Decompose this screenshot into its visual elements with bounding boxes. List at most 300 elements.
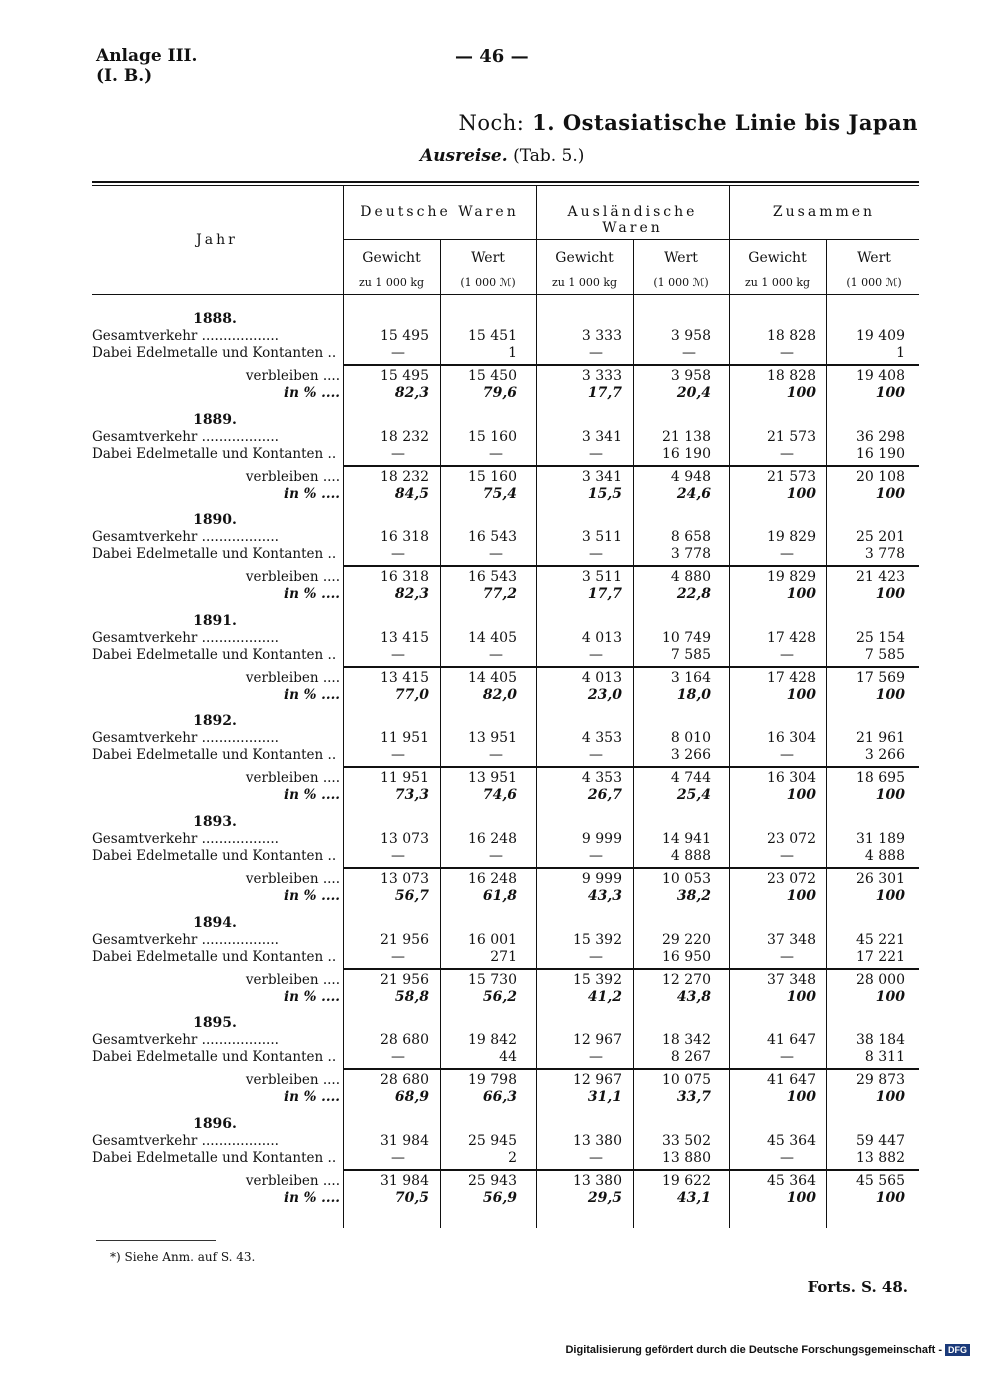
cell-pct: 56,9: [482, 1189, 517, 1206]
year-label: 1891.: [193, 612, 237, 629]
cell-pct: 100: [875, 586, 905, 603]
year-label: 1888.: [193, 311, 237, 327]
cell-total: 3 511: [581, 529, 622, 546]
cell-metals: 1: [508, 345, 517, 361]
digitization-credit: [565, 1344, 970, 1356]
cell-pct: 100: [786, 686, 816, 703]
dfg-logo: DFG: [945, 1344, 970, 1356]
cell-metals: —: [780, 445, 794, 462]
subtotal-rule: [343, 766, 919, 768]
cell-remain: 15 160: [468, 468, 517, 485]
row-label-metals: Dabei Edelmetalle und Kontanten ..: [92, 445, 337, 462]
header-bottom-rule: [92, 294, 919, 295]
cell-total: 33 502: [662, 1132, 711, 1149]
cell-pct: 100: [786, 485, 816, 502]
cell-pct: 74,6: [482, 787, 517, 804]
cell-total: 3 333: [581, 328, 622, 344]
cell-pct: 17,7: [587, 586, 622, 603]
cell-total: 15 160: [468, 428, 517, 445]
cell-remain: 20 108: [856, 468, 905, 485]
cell-metals: 8 267: [670, 1049, 711, 1066]
cell-remain: 16 248: [468, 871, 517, 887]
cell-remain: 29 873: [856, 1072, 905, 1089]
cell-total: 14 405: [468, 629, 517, 646]
subtotal-rule: [343, 364, 919, 366]
cell-metals: 8 311: [864, 1049, 905, 1066]
subtotal-rule: [343, 465, 919, 467]
cell-metals: —: [391, 1049, 405, 1066]
cell-metals: —: [780, 1049, 794, 1066]
value-header: Wert: [471, 250, 505, 266]
cell-total: 23 072: [767, 831, 816, 847]
weight-unit: zu 1 000 kg: [358, 276, 425, 289]
subtotal-rule: [343, 968, 919, 970]
cell-metals: —: [780, 948, 794, 965]
row-label-total: Gesamtverkehr ..................: [92, 428, 279, 445]
credit-text: Digitalisierung gefördert durch die Deutsche Forschungsgemeinschaft -: [565, 1344, 942, 1356]
year-label: 1895.: [193, 1015, 237, 1032]
group-header-german: Deutsche Waren: [360, 204, 519, 220]
row-label-total: Gesamtverkehr ..................: [92, 328, 279, 344]
cell-pct: 17,7: [587, 385, 622, 401]
cell-total: 9 999: [581, 831, 622, 847]
cell-remain: 3 958: [670, 368, 711, 384]
cell-remain: 3 333: [581, 368, 622, 384]
cell-remain: 17 428: [767, 669, 816, 686]
cell-metals: 13 880: [662, 1149, 711, 1166]
row-label-metals: Dabei Edelmetalle und Kontanten ..: [92, 646, 337, 663]
row-label-metals: Dabei Edelmetalle und Kontanten ..: [92, 747, 337, 764]
cell-metals: 4 888: [864, 848, 905, 864]
cell-remain: 19 798: [468, 1072, 517, 1089]
row-label-percent: in % ....: [284, 485, 340, 502]
cell-metals: —: [589, 948, 603, 965]
cell-metals: —: [780, 345, 794, 361]
cell-pct: 100: [786, 988, 816, 1005]
cell-total: 13 951: [468, 730, 517, 747]
cell-remain: 13 073: [380, 871, 429, 887]
cell-pct: 75,4: [482, 485, 517, 502]
page-subtitle: [420, 146, 584, 166]
cell-remain: 4 013: [581, 669, 622, 686]
cell-remain: 3 511: [581, 569, 622, 586]
cell-metals: —: [780, 546, 794, 563]
cell-pct: 20,4: [676, 385, 711, 401]
row-label-total: Gesamtverkehr ..................: [92, 1132, 279, 1149]
title-text: 1. Ostasiatische Linie bis Japan: [532, 110, 918, 135]
cell-pct: 100: [875, 385, 905, 401]
cell-total: 13 380: [573, 1132, 622, 1149]
cell-total: 21 961: [856, 730, 905, 747]
cell-remain: 45 364: [767, 1172, 816, 1189]
cell-total: 4 013: [581, 629, 622, 646]
cell-total: 19 829: [767, 529, 816, 546]
page-number: — 46 —: [455, 46, 529, 67]
row-label-remain: verbleiben ....: [245, 1072, 340, 1089]
cell-pct: 100: [786, 787, 816, 804]
cell-remain: 10 075: [662, 1072, 711, 1089]
cell-metals: —: [391, 747, 405, 764]
cell-pct: 100: [786, 1089, 816, 1106]
cell-total: 3 341: [581, 428, 622, 445]
value-unit: (1 000 ℳ): [653, 276, 709, 289]
row-label-percent: in % ....: [284, 586, 340, 603]
cell-pct: 56,7: [394, 888, 429, 904]
cell-remain: 12 270: [662, 971, 711, 988]
weight-unit: zu 1 000 kg: [551, 276, 618, 289]
cell-total: 15 495: [380, 328, 429, 344]
cell-remain: 28 000: [856, 971, 905, 988]
row-label-metals: Dabei Edelmetalle und Kontanten ..: [92, 546, 337, 563]
cell-remain: 17 569: [856, 669, 905, 686]
cell-total: 38 184: [856, 1032, 905, 1049]
cell-remain: 21 573: [767, 468, 816, 485]
year-column-header: Jahr: [196, 232, 238, 248]
cell-remain: 15 730: [468, 971, 517, 988]
annex-number: Anlage III.: [96, 46, 198, 66]
value-header: Wert: [857, 250, 891, 266]
cell-metals: —: [589, 345, 603, 361]
cell-total: 18 232: [380, 428, 429, 445]
cell-metals: —: [489, 747, 503, 764]
cell-total: 17 428: [767, 629, 816, 646]
row-label-metals: Dabei Edelmetalle und Kontanten ..: [92, 1149, 337, 1166]
value-unit: (1 000 ℳ): [460, 276, 516, 289]
cell-pct: 66,3: [482, 1089, 517, 1106]
row-label-metals: Dabei Edelmetalle und Kontanten ..: [92, 345, 337, 361]
cell-total: 41 647: [767, 1032, 816, 1049]
cell-total: 19 409: [856, 328, 905, 344]
subtotal-rule: [343, 867, 919, 869]
row-label-metals: Dabei Edelmetalle und Kontanten ..: [92, 948, 337, 965]
cell-remain: 3 164: [670, 669, 711, 686]
cell-metals: —: [489, 848, 503, 864]
row-label-remain: verbleiben ....: [245, 770, 340, 787]
cell-metals: —: [682, 345, 696, 361]
cell-pct: 84,5: [394, 485, 429, 502]
cell-total: 15 451: [468, 328, 517, 344]
row-label-total: Gesamtverkehr ..................: [92, 730, 279, 747]
cell-pct: 26,7: [587, 787, 622, 804]
cell-remain: 28 680: [380, 1072, 429, 1089]
cell-pct: 100: [875, 888, 905, 904]
cell-pct: 79,6: [482, 385, 517, 401]
value-header: Wert: [664, 250, 698, 266]
cell-pct: 100: [786, 888, 816, 904]
cell-total: 45 221: [856, 931, 905, 948]
cell-total: 14 941: [662, 831, 711, 847]
cell-pct: 38,2: [676, 888, 711, 904]
cell-total: 36 298: [856, 428, 905, 445]
cell-remain: 11 951: [380, 770, 429, 787]
cell-total: 16 304: [767, 730, 816, 747]
weight-header: Gewicht: [555, 250, 614, 266]
cell-pct: 100: [875, 988, 905, 1005]
cell-pct: 100: [875, 787, 905, 804]
cell-pct: 73,3: [394, 787, 429, 804]
cell-pct: 15,5: [587, 485, 622, 502]
year-label: 1889.: [193, 411, 237, 428]
cell-pct: 29,5: [587, 1189, 622, 1206]
cell-pct: 56,2: [482, 988, 517, 1005]
cell-total: 21 956: [380, 931, 429, 948]
row-label-percent: in % ....: [284, 988, 340, 1005]
cell-metals: —: [589, 546, 603, 563]
cell-metals: 271: [490, 948, 517, 965]
cell-remain: 3 341: [581, 468, 622, 485]
cell-pct: 100: [875, 1189, 905, 1206]
cell-metals: —: [391, 948, 405, 965]
cell-metals: 16 950: [662, 948, 711, 965]
cell-metals: —: [589, 848, 603, 864]
cell-total: 37 348: [767, 931, 816, 948]
cell-remain: 19 408: [856, 368, 905, 384]
cell-total: 18 828: [767, 328, 816, 344]
cell-pct: 23,0: [587, 686, 622, 703]
cell-pct: 22,8: [676, 586, 711, 603]
group-header-foreign: Ausländische Waren: [567, 204, 698, 236]
cell-pct: 82,0: [482, 686, 517, 703]
row-label-total: Gesamtverkehr ..................: [92, 831, 279, 847]
group-underline: [343, 239, 919, 240]
cell-metals: 2: [508, 1149, 517, 1166]
cell-metals: —: [589, 445, 603, 462]
cell-pct: 70,5: [394, 1189, 429, 1206]
year-label: 1894.: [193, 914, 237, 931]
row-label-metals: Dabei Edelmetalle und Kontanten ..: [92, 1049, 337, 1066]
annex-label: [96, 46, 197, 86]
table-top-rule-thin: [92, 185, 919, 186]
cell-total: 11 951: [380, 730, 429, 747]
cell-remain: 4 744: [670, 770, 711, 787]
cell-pct: 77,0: [394, 686, 429, 703]
cell-metals: 17 221: [856, 948, 905, 965]
cell-total: 8 010: [670, 730, 711, 747]
row-label-percent: in % ....: [284, 385, 340, 401]
cell-total: 21 138: [662, 428, 711, 445]
cell-total: 15 392: [573, 931, 622, 948]
cell-remain: 31 984: [380, 1172, 429, 1189]
weight-unit: zu 1 000 kg: [744, 276, 811, 289]
weight-header: Gewicht: [362, 250, 421, 266]
cell-metals: 3 266: [864, 747, 905, 764]
cell-pct: 31,1: [587, 1089, 622, 1106]
cell-remain: 13 380: [573, 1172, 622, 1189]
cell-pct: 43,3: [587, 888, 622, 904]
cell-total: 29 220: [662, 931, 711, 948]
value-unit: (1 000 ℳ): [846, 276, 902, 289]
cell-metals: —: [589, 646, 603, 663]
cell-total: 25 945: [468, 1132, 517, 1149]
cell-metals: 4 888: [670, 848, 711, 864]
cell-remain: 10 053: [662, 871, 711, 887]
subtitle-direction: Ausreise.: [420, 146, 508, 166]
cell-remain: 21 423: [856, 569, 905, 586]
cell-total: 19 842: [468, 1032, 517, 1049]
cell-metals: 1: [896, 345, 905, 361]
cell-metals: 7 585: [670, 646, 711, 663]
cell-total: 3 958: [670, 328, 711, 344]
annex-section: (I. B.): [96, 66, 153, 86]
cell-metals: —: [391, 546, 405, 563]
cell-remain: 45 565: [856, 1172, 905, 1189]
subtotal-rule: [343, 565, 919, 567]
cell-metals: —: [391, 646, 405, 663]
cell-total: 16 543: [468, 529, 517, 546]
cell-remain: 16 543: [468, 569, 517, 586]
page-title: [458, 110, 918, 135]
title-prefix: Noch:: [458, 111, 525, 135]
cell-remain: 4 353: [581, 770, 622, 787]
cell-metals: —: [391, 1149, 405, 1166]
cell-metals: —: [780, 1149, 794, 1166]
cell-remain: 16 318: [380, 569, 429, 586]
cell-remain: 18 695: [856, 770, 905, 787]
cell-metals: —: [489, 445, 503, 462]
cell-remain: 12 967: [573, 1072, 622, 1089]
cell-remain: 19 622: [662, 1172, 711, 1189]
cell-remain: 15 392: [573, 971, 622, 988]
cell-pct: 43,1: [676, 1189, 711, 1206]
row-label-remain: verbleiben ....: [245, 1172, 340, 1189]
cell-metals: 3 778: [864, 546, 905, 563]
cell-remain: 16 304: [767, 770, 816, 787]
subtitle-reference: (Tab. 5.): [513, 146, 585, 166]
cell-total: 28 680: [380, 1032, 429, 1049]
cell-total: 8 658: [670, 529, 711, 546]
cell-metals: —: [780, 646, 794, 663]
cell-pct: 18,0: [676, 686, 711, 703]
cell-pct: 100: [875, 686, 905, 703]
cell-total: 16 248: [468, 831, 517, 847]
row-label-percent: in % ....: [284, 888, 340, 904]
cell-metals: 3 778: [670, 546, 711, 563]
cell-remain: 41 647: [767, 1072, 816, 1089]
cell-metals: 7 585: [864, 646, 905, 663]
row-label-percent: in % ....: [284, 787, 340, 804]
cell-metals: —: [589, 1149, 603, 1166]
cell-total: 25 201: [856, 529, 905, 546]
row-label-percent: in % ....: [284, 1189, 340, 1206]
row-label-total: Gesamtverkehr ..................: [92, 629, 279, 646]
subtotal-rule: [343, 1169, 919, 1171]
group-header-total: Zusammen: [772, 204, 876, 220]
row-label-remain: verbleiben ....: [245, 569, 340, 586]
cell-remain: 15 450: [468, 368, 517, 384]
cell-metals: 44: [499, 1049, 517, 1066]
cell-total: 13 415: [380, 629, 429, 646]
cell-total: 25 154: [856, 629, 905, 646]
cell-remain: 21 956: [380, 971, 429, 988]
cell-remain: 26 301: [856, 871, 905, 887]
cell-total: 4 353: [581, 730, 622, 747]
subtotal-rule: [343, 666, 919, 668]
row-label-remain: verbleiben ....: [245, 971, 340, 988]
cell-pct: 82,3: [394, 385, 429, 401]
cell-metals: —: [780, 747, 794, 764]
cell-remain: 13 951: [468, 770, 517, 787]
cell-metals: —: [589, 1049, 603, 1066]
cell-metals: —: [391, 848, 405, 864]
year-label: 1892.: [193, 713, 237, 730]
cell-pct: 43,8: [676, 988, 711, 1005]
year-label: 1890.: [193, 512, 237, 529]
cell-metals: 16 190: [856, 445, 905, 462]
subtotal-rule: [343, 1068, 919, 1070]
row-label-total: Gesamtverkehr ..................: [92, 1032, 279, 1049]
cell-pct: 61,8: [482, 888, 517, 904]
cell-metals: —: [391, 445, 405, 462]
cell-remain: 18 828: [767, 368, 816, 384]
cell-metals: 13 882: [856, 1149, 905, 1166]
row-label-remain: verbleiben ....: [245, 871, 340, 887]
cell-total: 10 749: [662, 629, 711, 646]
cell-pct: 100: [875, 1089, 905, 1106]
cell-remain: 18 232: [380, 468, 429, 485]
cell-metals: —: [489, 646, 503, 663]
cell-metals: —: [589, 747, 603, 764]
cell-remain: 15 495: [380, 368, 429, 384]
cell-metals: —: [391, 345, 405, 361]
cell-pct: 41,2: [587, 988, 622, 1005]
cell-remain: 25 943: [468, 1172, 517, 1189]
cell-remain: 9 999: [581, 871, 622, 887]
cell-pct: 100: [786, 1189, 816, 1206]
cell-pct: 77,2: [482, 586, 517, 603]
cell-pct: 68,9: [394, 1089, 429, 1106]
row-label-total: Gesamtverkehr ..................: [92, 931, 279, 948]
cell-remain: 37 348: [767, 971, 816, 988]
cell-total: 45 364: [767, 1132, 816, 1149]
cell-pct: 82,3: [394, 586, 429, 603]
row-label-percent: in % ....: [284, 1089, 340, 1106]
cell-metals: —: [489, 546, 503, 563]
row-label-total: Gesamtverkehr ..................: [92, 529, 279, 546]
cell-remain: 4 948: [670, 468, 711, 485]
cell-metals: —: [780, 848, 794, 864]
cell-metals: 16 190: [662, 445, 711, 462]
cell-pct: 100: [786, 385, 816, 401]
continuation-note: Forts. S. 48.: [807, 1278, 908, 1296]
cell-total: 31 189: [856, 831, 905, 847]
cell-remain: 4 880: [670, 569, 711, 586]
row-label-percent: in % ....: [284, 686, 340, 703]
cell-total: 18 342: [662, 1032, 711, 1049]
cell-pct: 33,7: [676, 1089, 711, 1106]
cell-pct: 58,8: [394, 988, 429, 1005]
cell-remain: 23 072: [767, 871, 816, 887]
cell-total: 16 001: [468, 931, 517, 948]
cell-total: 12 967: [573, 1032, 622, 1049]
cell-pct: 100: [875, 485, 905, 502]
cell-pct: 100: [786, 586, 816, 603]
footnote-divider: [96, 1240, 216, 1241]
cell-metals: 3 266: [670, 747, 711, 764]
cell-pct: 25,4: [676, 787, 711, 804]
row-label-remain: verbleiben ....: [245, 368, 340, 384]
row-label-remain: verbleiben ....: [245, 468, 340, 485]
table-top-rule: [92, 181, 919, 183]
weight-header: Gewicht: [748, 250, 807, 266]
year-label: 1896.: [193, 1115, 237, 1132]
row-label-remain: verbleiben ....: [245, 669, 340, 686]
row-label-metals: Dabei Edelmetalle und Kontanten ..: [92, 848, 337, 864]
footnote: *) Siehe Anm. auf S. 43.: [110, 1250, 256, 1264]
cell-remain: 14 405: [468, 669, 517, 686]
cell-total: 59 447: [856, 1132, 905, 1149]
cell-remain: 13 415: [380, 669, 429, 686]
cell-total: 21 573: [767, 428, 816, 445]
